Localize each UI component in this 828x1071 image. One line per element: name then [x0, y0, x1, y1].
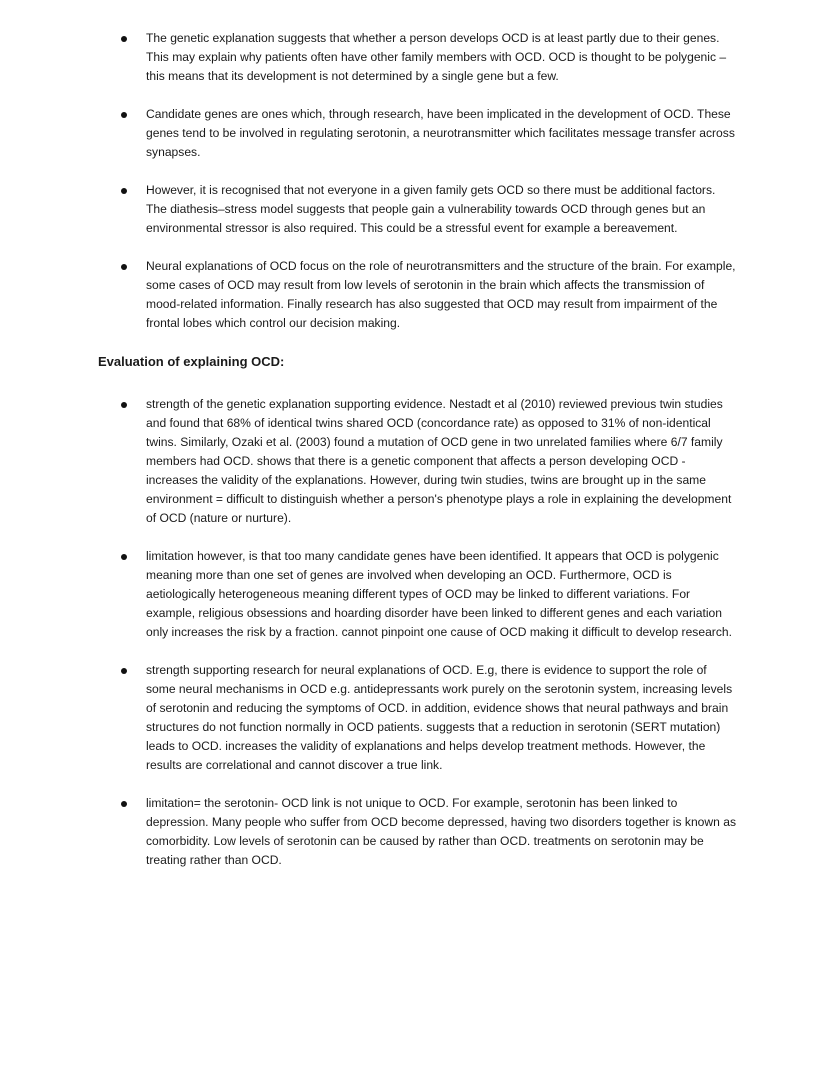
list-item: [0, 181, 828, 238]
paragraph-text: Neural explanations of OCD focus on the role of neurotransmitters and the structure of the brain. For example, some cases of OCD may result from low levels of serotonin in the brain which affects the transmission of mood-related information. Finally research has also suggested that OCD may result from impairment of the frontal lobes which control our decision making.: [146, 259, 736, 330]
bullet-icon: [121, 112, 127, 118]
paragraph-text: The genetic explanation suggests that whether a person develops OCD is at least partly due to their genes. This may explain why patients often have other family members with OCD. OCD is thought to be polygenic – this means that its development is not determined by a single gene but a few.: [146, 31, 727, 83]
bullet-icon: [121, 801, 127, 807]
bullet-icon: [121, 668, 127, 674]
paragraph-text: strength supporting research for neural explanations of OCD. E.g, there is evidence to support the role of some neural mechanisms in OCD e.g. antidepressants work purely on the serotonin system, increasing levels of serotonin and reducing the symptoms of OCD. in addition, evidence shows that neural pathways and brain structures do not function normally in OCD patients. suggests that a reduction in serotonin (SERT mutation) leads to OCD. increases the validity of explanations and helps develop treatment methods. However, the results are correlational and cannot discover a true link.: [146, 663, 733, 772]
bullet-icon: [121, 264, 127, 270]
bullet-icon: [121, 402, 127, 408]
list-item: [0, 794, 828, 870]
paragraph-text: strength of the genetic explanation supporting evidence. Nestadt et al (2010) reviewed previous twin studies and found that 68% of identical twins shared OCD (concordance rate) as opposed to 31% of non-identical twins. Similarly, Ozaki et al. (2003) found a mutation of OCD gene in two unrelated families where 6/7 family members had OCD. shows that there is a genetic component that affects a person developing OCD - increases the validity of the explanations. However, during twin studies, twins are brought up in the same environment = difficult to distinguish whether a person's phenotype plays a role in explaining the development of OCD (nature or nurture).: [146, 397, 732, 525]
paragraph-text: limitation= the serotonin- OCD link is not unique to OCD. For example, serotonin has been linked to depression. Many people who suffer from OCD become depressed, having two disorders together is known as comorbidity. Low levels of serotonin can be caused by rather than OCD. treatments on serotonin may be treating rather than OCD.: [146, 796, 736, 867]
bullet-icon: [121, 188, 127, 194]
paragraph-text: limitation however, is that too many candidate genes have been identified. It appears that OCD is polygenic meaning more than one set of genes are involved when developing an OCD. Furthermore, OCD is aetiologically heterogeneous meaning different types of OCD may be linked to different variations. For example, religious obsessions and hoarding disorder have been linked to different genes and each variation only increases the risk by a fraction. cannot pinpoint one cause of OCD making it difficult to develop research.: [146, 549, 732, 639]
list-item: [0, 661, 828, 775]
list-item: [0, 105, 828, 162]
list-item: [0, 395, 828, 528]
evaluation-bullet-list: [0, 395, 828, 870]
paragraph-text: Candidate genes are ones which, through research, have been implicated in the development of OCD. These genes tend to be involved in regulating serotonin, a neurotransmitter which facilitates message transfer across synapses.: [146, 107, 735, 159]
bullet-icon: [121, 554, 127, 560]
section-heading: Evaluation of explaining OCD:: [98, 354, 285, 369]
list-item: [0, 257, 828, 333]
paragraph-text: However, it is recognised that not everyone in a given family gets OCD so there must be additional factors. The diathesis–stress model suggests that people gain a vulnerability towards OCD through genes but an environmental stressor is also required. This could be a stressful event for example a bereavement.: [146, 183, 716, 235]
list-item: [0, 547, 828, 642]
bullet-icon: [121, 36, 127, 42]
intro-bullet-list: [0, 29, 828, 333]
list-item: [0, 29, 828, 86]
